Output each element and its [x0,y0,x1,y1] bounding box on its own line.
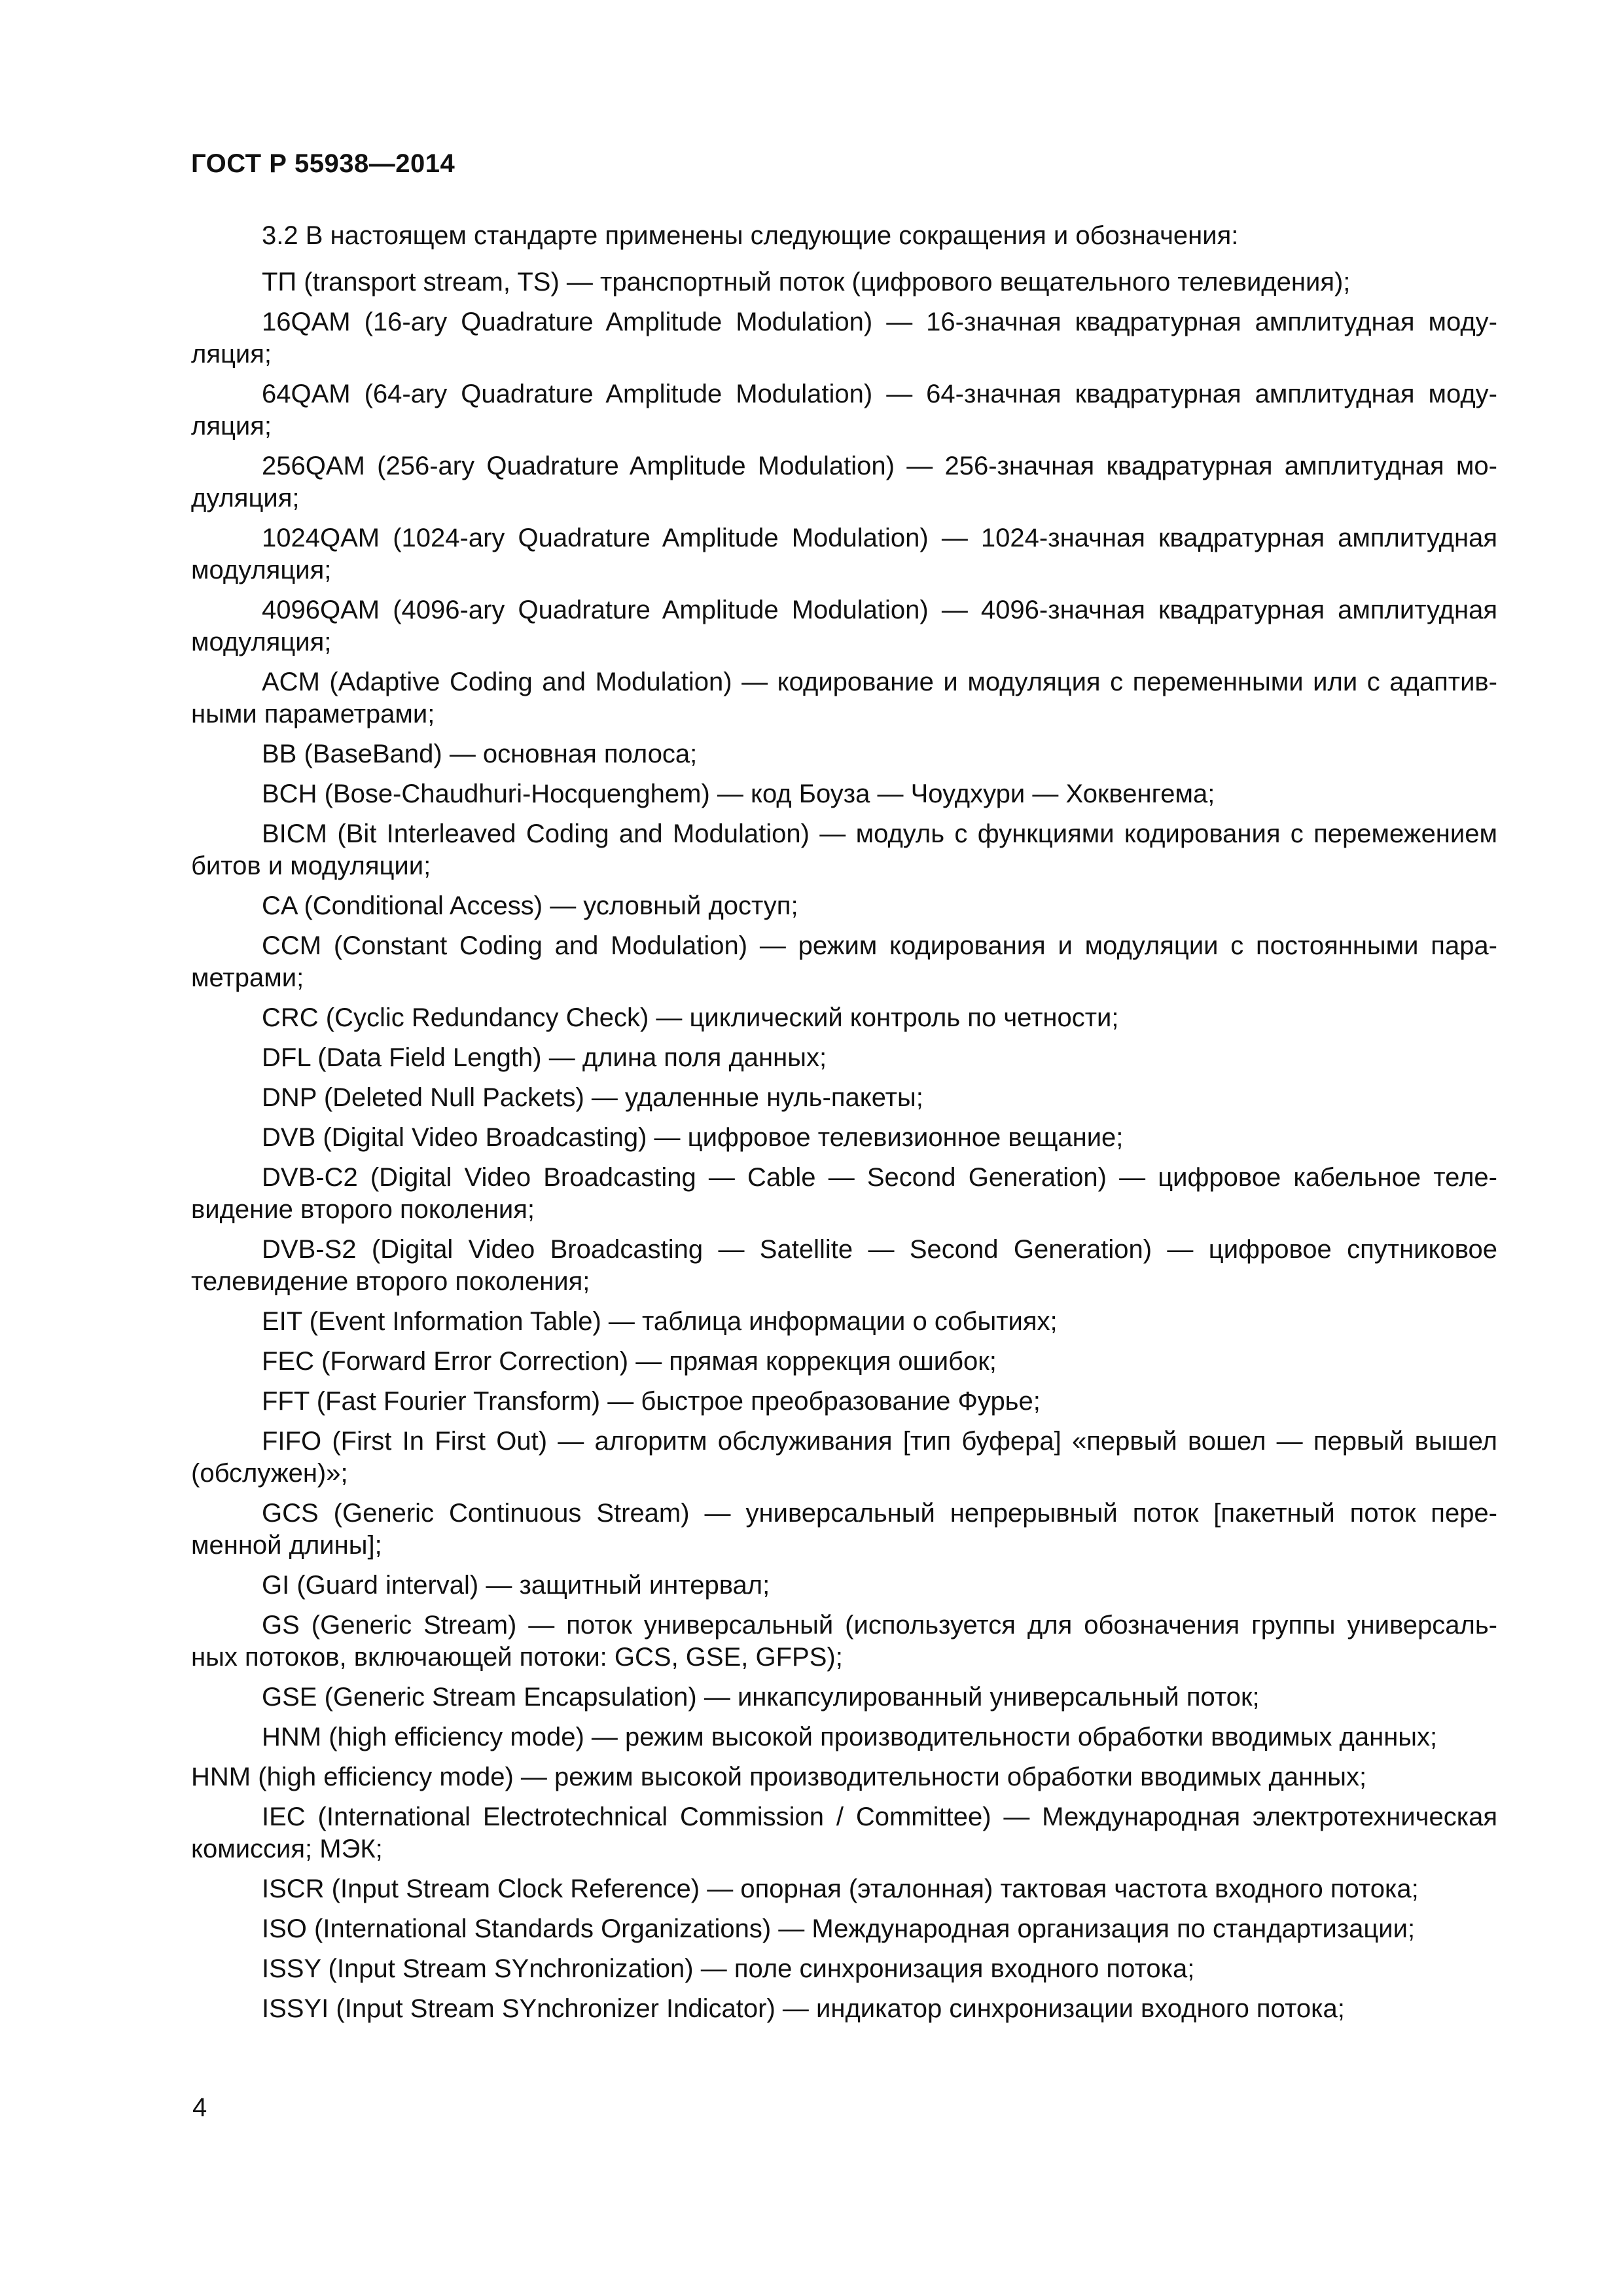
abbreviation-entry: DVB-C2 (Digital Video Broadcasting — Cable — Second Generation) — цифровое кабельное теле- видение второго поколения; [191,1163,1497,1224]
abbreviation-entry: CCM (Constant Coding and Modulation) — режим кодирования и модуляции с постоянными пара- метрами; [191,931,1497,992]
abbreviation-entry: 256QAM (256-ary Quadrature Amplitude Modulation) — 256-значная квадратурная амплитудная мо- дуляция; [191,452,1497,512]
abbreviation-entry-duplicate: HNM (high efficiency mode) — режим высокой производительности обработки вводимых данных; [191,1763,1367,1791]
abbreviation-entry: 1024QAM (1024-ary Quadrature Amplitude Modulation) — 1024-значная квадратурная амплитудная модуляция; [191,524,1497,584]
abbreviation-entry: DVB (Digital Video Broadcasting) — цифровое телевизионное вещание; [262,1123,1124,1152]
abbreviation-entry: FEC (Forward Error Correction) — прямая коррекция ошибок; [262,1347,997,1376]
abbreviation-entry: BCH (Bose-Chaudhuri-Hocquenghem) — код Боуза — Чоудхури — Хоквенгема; [262,780,1215,808]
abbreviation-entry: HNM (high efficiency mode) — режим высокой производительности обработки вводимых данных; [262,1723,1438,1751]
abbreviation-entry: ISCR (Input Stream Clock Reference) — опорная (эталонная) тактовая частота входного потока; [262,1874,1419,1903]
abbreviation-entry: BB (BaseBand) — основная полоса; [262,740,698,768]
abbreviation-entry: GCS (Generic Continuous Stream) — универсальный непрерывный поток [пакетный поток пере- менной длины]; [191,1499,1497,1560]
abbreviation-entry: IEC (International Electrotechnical Commission / Committee) — Международная электротехническая комиссия; МЭК; [191,1803,1497,1863]
abbreviation-entry: ТП (transport stream, TS) — транспортный поток (цифрового вещательного телевидения); [262,268,1351,296]
abbreviation-entry: CRC (Cyclic Redundancy Check) — циклический контроль по четности; [262,1003,1119,1032]
abbreviation-entry: GSE (Generic Stream Encapsulation) — инкапсулированный универсальный поток; [262,1683,1260,1712]
abbreviation-entry: GI (Guard interval) — защитный интервал; [262,1571,770,1600]
abbreviation-entry: DNP (Deleted Null Packets) — удаленные нуль-пакеты; [262,1083,923,1112]
abbreviation-entry: FFT (Fast Fourier Transform) — быстрое преобразование Фурье; [262,1387,1041,1416]
document-header: ГОСТ Р 55938—2014 [191,149,455,178]
page-number: 4 [192,2093,207,2122]
abbreviation-entry: DVB-S2 (Digital Video Broadcasting — Satellite — Second Generation) — цифровое спутниковое телевидение второго поколения; [191,1235,1497,1296]
abbreviation-entry: ISO (International Standards Organizations) — Международная организация по стандартизации; [262,1914,1416,1943]
abbreviation-entry: DFL (Data Field Length) — длина поля данных; [262,1043,827,1072]
section-intro: 3.2 В настоящем стандарте применены следующие сокращения и обозначения: [262,221,1239,250]
abbreviation-entry: GS (Generic Stream) — поток универсальный (используется для обозначения группы универсаль- ных потоков, включающей потоки: GCS, GSE, GFPS); [191,1611,1497,1672]
abbreviations-section [191,220,1497,2033]
abbreviation-entry: ISSYI (Input Stream SYnchronizer Indicator) — индикатор синхронизации входного потока; [262,1994,1345,2023]
abbreviation-entry: FIFO (First In First Out) — алгоритм обслуживания [тип буфера] «первый вошел — первый вышел (обслужен)»; [191,1427,1497,1488]
abbreviation-entry: EIT (Event Information Table) — таблица информации о событиях; [262,1307,1058,1336]
abbreviation-entry: CA (Conditional Access) — условный доступ; [262,891,798,920]
abbreviation-entry: ISSY (Input Stream SYnchronization) — поле синхронизация входного потока; [262,1954,1195,1983]
abbreviation-entry: BICM (Bit Interleaved Coding and Modulation) — модуль с функциями кодирования с перемежением битов и модуляции; [191,819,1497,880]
abbreviation-entry: 4096QAM (4096-ary Quadrature Amplitude Modulation) — 4096-значная квадратурная амплитудная модуляция; [191,596,1497,656]
abbreviation-entry: 64QAM (64-ary Quadrature Amplitude Modulation) — 64-значная квадратурная амплитудная моду- ляция; [191,380,1497,440]
abbreviation-entry: 16QAM (16-ary Quadrature Amplitude Modulation) — 16-значная квадратурная амплитудная моду- ляция; [191,308,1497,368]
abbreviation-entry: ACM (Adaptive Coding and Modulation) — кодирование и модуляция с переменными или с адаптив- ными параметрами; [191,668,1497,728]
